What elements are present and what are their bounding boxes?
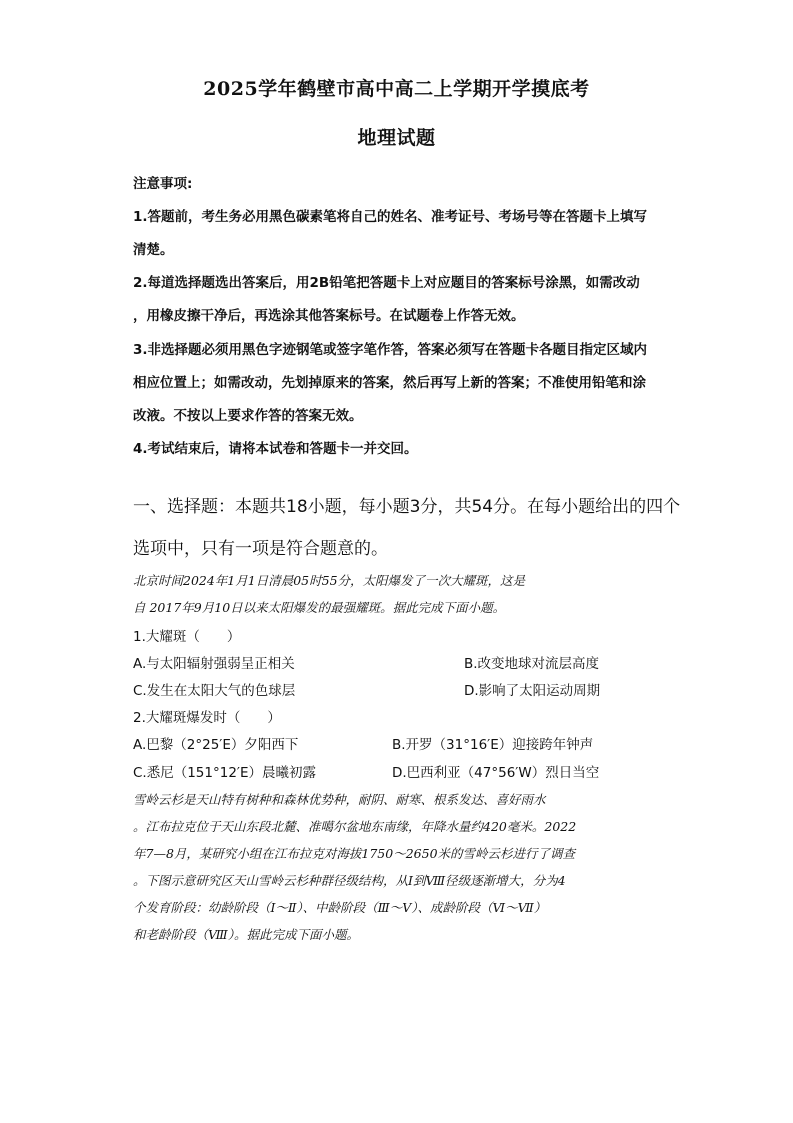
passage-line: 。下图示意研究区天山雪岭云杉种群径级结构，从Ⅰ到Ⅷ径级逐渐增大，分为4	[133, 873, 566, 888]
passage-line: 。江布拉克位于天山东段北麓、准噶尔盆地东南缘，年降水量约420毫米。2022	[133, 819, 577, 834]
passage-line: 自 2017年9月10日以来太阳爆发的最强耀斑。据此完成下面小题。	[133, 600, 506, 615]
question-option-c: C.发生在太阳大气的色球层	[133, 683, 296, 699]
question-option-d: D.巴西利亚（47°56′W）烈日当空	[392, 765, 600, 781]
passage-line: 和老龄阶段（Ⅷ）。据此完成下面小题。	[133, 927, 359, 942]
section-heading: 一、选择题：本题共18小题，每小题3分，共54分。在每小题给出的四个	[133, 497, 681, 517]
notice-line: 2.每道选择题选出答案后，用2B铅笔把答题卡上对应题目的答案标号涂黑，如需改动	[133, 275, 640, 291]
question-option-b: B.改变地球对流层高度	[464, 656, 600, 672]
notice-line: 4.考试结束后，请将本试卷和答题卡一并交回。	[133, 441, 418, 457]
question-option-a: A.巴黎（2°25′E）夕阳西下	[133, 737, 299, 753]
notice-line: 1.答题前，考生务必用黑色碳素笔将自己的姓名、准考证号、考场号等在答题卡上填写	[133, 209, 648, 225]
question-option-b: B.开罗（31°16′E）迎接跨年钟声	[392, 737, 594, 753]
question-stem: 1.大耀斑（ ）	[133, 629, 241, 645]
question-stem: 2.大耀斑爆发时（ ）	[133, 710, 281, 726]
exam-subtitle: 地理试题	[357, 127, 436, 149]
notice-heading: 注意事项:	[133, 176, 193, 192]
notice-line: 清楚。	[133, 242, 174, 258]
question-option-d: D.影响了太阳运动周期	[464, 683, 601, 699]
section-heading: 选项中，只有一项是符合题意的。	[133, 539, 388, 559]
passage-line: 北京时间2024年1月1日清晨05时55分，太阳爆发了一次大耀斑，这是	[133, 573, 526, 588]
passage-line: 年7—8月，某研究小组在江布拉克对海拔1750～2650米的雪岭云杉进行了调查	[133, 846, 576, 861]
question-option-c: C.悉尼（151°12′E）晨曦初露	[133, 765, 317, 781]
notice-line: 相应位置上；如需改动，先划掉原来的答案，然后再写上新的答案；不准使用铅笔和涂	[133, 375, 646, 391]
notice-line: 改液。不按以上要求作答的答案无效。	[133, 408, 363, 424]
passage-line: 雪岭云杉是天山特有树种和森林优势种，耐阴、耐寒、根系发达、喜好雨水	[133, 792, 546, 807]
passage-line: 个发育阶段：幼龄阶段（Ⅰ～Ⅱ）、中龄阶段（Ⅲ～Ⅴ）、成龄阶段（Ⅵ～Ⅶ）	[133, 900, 547, 915]
notice-line: 3.非选择题必须用黑色字迹钢笔或签字笔作答，答案必须写在答题卡各题目指定区域内	[133, 342, 648, 358]
exam-title: 2025学年鹤壁市高中高二上学期开学摸底考	[203, 78, 590, 100]
question-option-a: A.与太阳辐射强弱呈正相关	[133, 656, 295, 672]
notice-line: ，用橡皮擦干净后，再选涂其他答案标号。在试题卷上作答无效。	[133, 308, 525, 324]
